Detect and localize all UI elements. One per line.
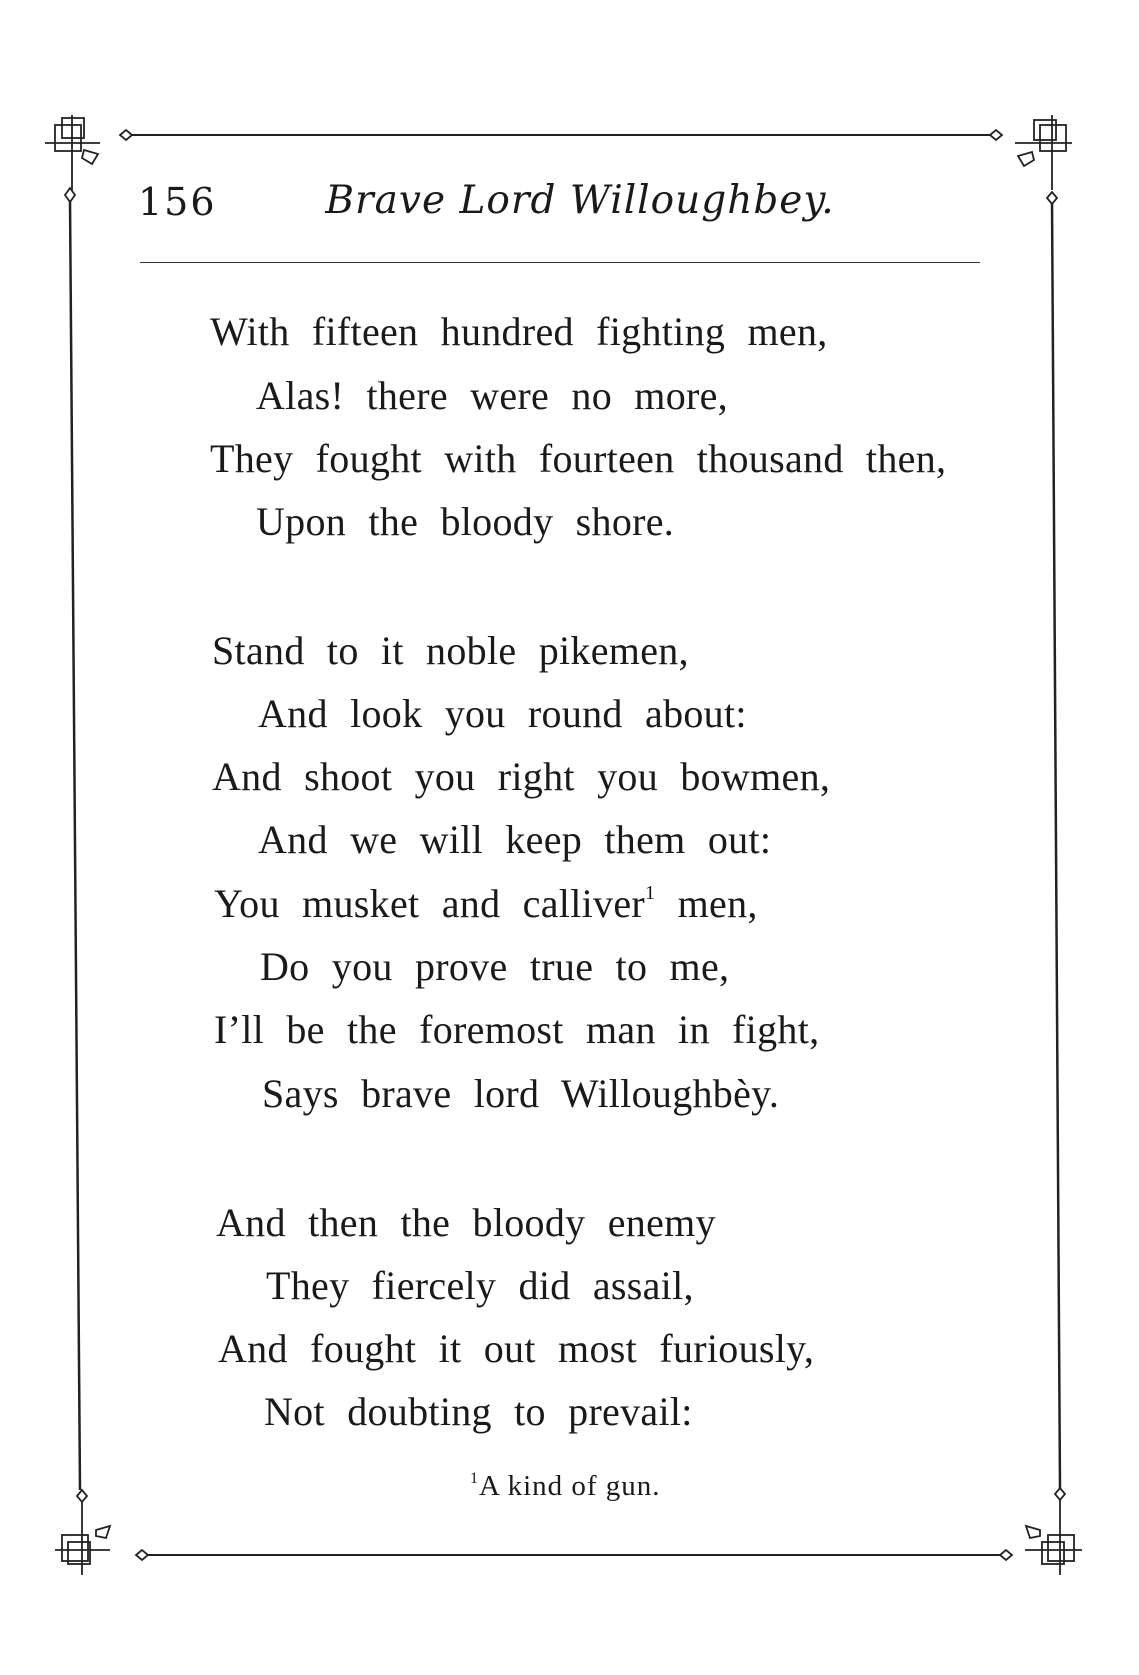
page-number: 156	[138, 180, 217, 224]
corner-ornament-bottom-left	[55, 1490, 148, 1575]
poem-line	[214, 880, 758, 927]
poem-line: I’ll be the foremost man in fight,	[214, 1007, 820, 1052]
poem-line: And we will keep them out:	[258, 817, 772, 862]
corner-ornament-top-left	[45, 115, 132, 202]
poem-line: With fifteen hundred fighting men,	[210, 309, 828, 354]
poem-line: Upon the bloody shore.	[256, 499, 675, 544]
border-right	[1052, 200, 1060, 1490]
poem-line: They fiercely did assail,	[266, 1263, 694, 1308]
border-left	[70, 200, 80, 1490]
poem-line: Says brave lord Willoughbèy.	[262, 1071, 780, 1116]
poem-line-text: You musket and calliver	[214, 881, 646, 926]
footnote-marker: 1	[470, 1470, 479, 1487]
poem-line: They fought with fourteen thousand then,	[210, 436, 947, 481]
poem-line-tail: men,	[677, 881, 758, 926]
footnote-text: A kind of gun.	[479, 1470, 661, 1502]
poem-line: Alas! there were no more,	[256, 373, 728, 418]
poem-line: And fought it out most furiously,	[218, 1326, 815, 1371]
poem-line: Do you prove true to me,	[260, 944, 730, 989]
running-title: Brave Lord Willoughbey.	[325, 178, 835, 223]
footnote	[470, 1470, 661, 1503]
poem-line: Stand to it noble pikemen,	[212, 628, 689, 673]
poem-line: And then the bloody enemy	[216, 1200, 716, 1245]
poem-line: Not doubting to prevail:	[264, 1389, 693, 1434]
header-rule	[140, 262, 980, 263]
corner-ornament-top-right	[990, 115, 1072, 204]
poem-line: And shoot you right you bowmen,	[212, 754, 831, 799]
corner-ornament-bottom-right	[1000, 1488, 1082, 1575]
footnote-ref: 1	[645, 882, 656, 904]
poem-line: And look you round about:	[258, 691, 747, 736]
